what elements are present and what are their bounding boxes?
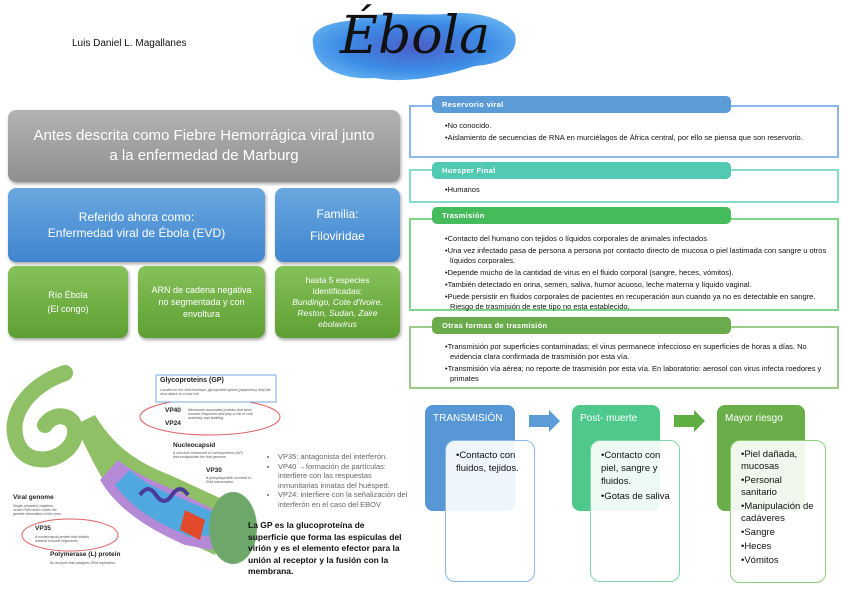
label-vp30-desc: A phosphoprotein involved in RNA transcription. — [206, 476, 251, 484]
panel-item: •Transmisión por superficies contaminadas; el virus permanece infeccioso en superficies de horas a días. No evidencia clara confirmada de trasmisión por esta vía. — [445, 342, 807, 361]
step-item: •Piel dañada, mucosas — [741, 449, 798, 472]
label-nucleocapsid: Nucleocapsid — [173, 442, 216, 449]
step-item: •Gotas de saliva — [601, 491, 670, 502]
vp-note: • VP35: antagonista del interferón. — [278, 452, 410, 462]
arn-box — [138, 266, 265, 338]
rio-location: (El congo) — [47, 304, 89, 314]
panel-item: •Puede persistir en fluidos corporales de pacientes en recuperación aun cuando ya no es detectable en sangre. Riesgo de trasmisión de este tipo no esta establecido. — [445, 292, 816, 311]
label-polymerase: Polymerase (L) protein — [50, 551, 121, 558]
panel-header-huesped: Huesper Final — [432, 162, 731, 179]
familia-value: Filoviridae — [310, 229, 365, 243]
panel-item: •No conocido. — [445, 121, 492, 130]
panel-item: •Humanos — [445, 185, 480, 194]
step-item: •Sangre — [741, 527, 775, 538]
step-content-postmuerte — [590, 440, 680, 582]
panel-item: •También detectado en orina, semen, saliva, humor acuoso, leche materna y líquido vaginal. — [445, 280, 752, 289]
label-nucleocapsid-desc: A structure composed of nucleoproteins (NP) that encapsulate the viral genome. — [173, 451, 243, 459]
intro-box — [8, 110, 400, 182]
panel-header-trasmision: Trasmisión — [432, 207, 731, 224]
rio-name: Río Ébola — [48, 290, 88, 300]
panel-item: •Depende mucho de la cantidad de virus en el fluido corporal (sangre, heces, vómitos). — [445, 268, 734, 277]
label-polymerase-desc: An enzyme that catalyzes RNA replication. — [50, 561, 117, 565]
step-item: •Contacto con fluidos, tejidos. — [456, 450, 519, 474]
label-vp40-desc: Membrane-associated proteins that block immune responses and play a role in viral assembly and budding. — [188, 408, 253, 420]
label-gp: Glycoproteins (GP) — [160, 377, 224, 384]
step-header-postmuerte: Post- muerte — [572, 405, 660, 511]
step-header-mayor-riesgo: Mayor riesgo — [717, 405, 805, 511]
label-gp-desc: Located on the viral envelope, glycoprotein spikes (peplomers) help the virus attach to a host cell. — [160, 388, 271, 396]
step-item: •Vómitos — [741, 555, 779, 566]
panel-item: •Transmisión vía aérea; no reporte de trasmisión por esta vía. En laboratorio: aerosol con virus infecta roedores y primates — [445, 364, 822, 383]
referido-box — [8, 188, 265, 262]
familia-label: Familia: — [316, 207, 359, 221]
especies-box — [275, 266, 400, 338]
referido-value: Enfermedad viral de Ébola (EVD) — [47, 226, 226, 240]
panel-item: •Una vez infectado pasa de persona a persona por contacto directo de mucosa o piel lastimada con sangre u otros líquidos corporales. — [445, 246, 827, 265]
panel-header-reservorio: Reservorio viral — [432, 96, 731, 113]
arrow-right-icon — [529, 410, 561, 432]
intro-text: Antes descrita como Fiebre Hemorrágica viral junto a la enfermedad de Marburg — [33, 127, 375, 164]
step-content-mayor-riesgo — [730, 440, 826, 583]
familia-box — [275, 188, 400, 262]
vp-note: • VP40 →formación de partículas: interfiere con las respuestas inmunitarias innatas del huésped. — [278, 462, 410, 491]
panel-trasmision — [409, 218, 839, 311]
label-viral-genome: Viral genome — [13, 494, 54, 501]
author-name: Luis Daniel L. Magallanes — [72, 38, 187, 49]
arn-text: ARN de cadena negativa no segmentada y con envoltura — [151, 285, 252, 319]
label-vp35-desc: A nucleocapsid protein that inhibits antiviral immune responses. — [35, 535, 89, 543]
step-item: •Heces — [741, 541, 772, 552]
label-vp40: VP40 — [165, 407, 181, 414]
label-vp24: VP24 — [165, 420, 181, 427]
label-vp35: VP35 — [35, 525, 51, 532]
vp-note: • VP24: interfiere con la señalización del interferón en el caso del EBOV — [278, 490, 410, 509]
step-header-transmision: TRANSMISIÓN — [425, 405, 515, 511]
especies-list: Bundingo, Cote d'Ivoire, Reston, Sudan, Zaire ebolavirus — [292, 296, 383, 329]
step-content-transmision — [445, 440, 535, 582]
especies-label: hasta 5 especies identificadas: — [305, 274, 370, 296]
rio-box — [8, 266, 128, 338]
referido-label: Referido ahora como: — [78, 210, 195, 224]
label-vp30: VP30 — [206, 467, 222, 474]
panel-item: •Aislamiento de secuencias de RNA en murciélagos de África central, por ello se piensa que son reservorio. — [445, 133, 803, 142]
label-viral-genome-desc: Single-stranded, negative-sense RNA which codes the genetic information of the virus. — [13, 504, 62, 516]
step-item: •Contacto con piel, sangre y fluidos. — [601, 450, 661, 487]
vp-notes — [270, 452, 410, 509]
arrow-right-icon — [674, 410, 706, 432]
step-item: •Personal sanitario — [741, 475, 782, 498]
virus-diagram — [0, 365, 285, 597]
title-logo — [305, 4, 520, 86]
panel-otras — [409, 326, 839, 389]
step-item: •Manipulación de cadáveres — [741, 501, 814, 524]
page-title: Ébola — [340, 6, 491, 66]
gp-note: La GP es la glucoproteína de superficie que forma las espículas del virión y es el elemento efector para la unión al receptor y la fusión con la membrana. — [248, 520, 402, 576]
panel-item: •Contacto del humano con tejidos o líquidos corporales de animales infectados — [445, 234, 707, 243]
panel-header-otras: Otras formas de trasmisión — [432, 317, 731, 334]
